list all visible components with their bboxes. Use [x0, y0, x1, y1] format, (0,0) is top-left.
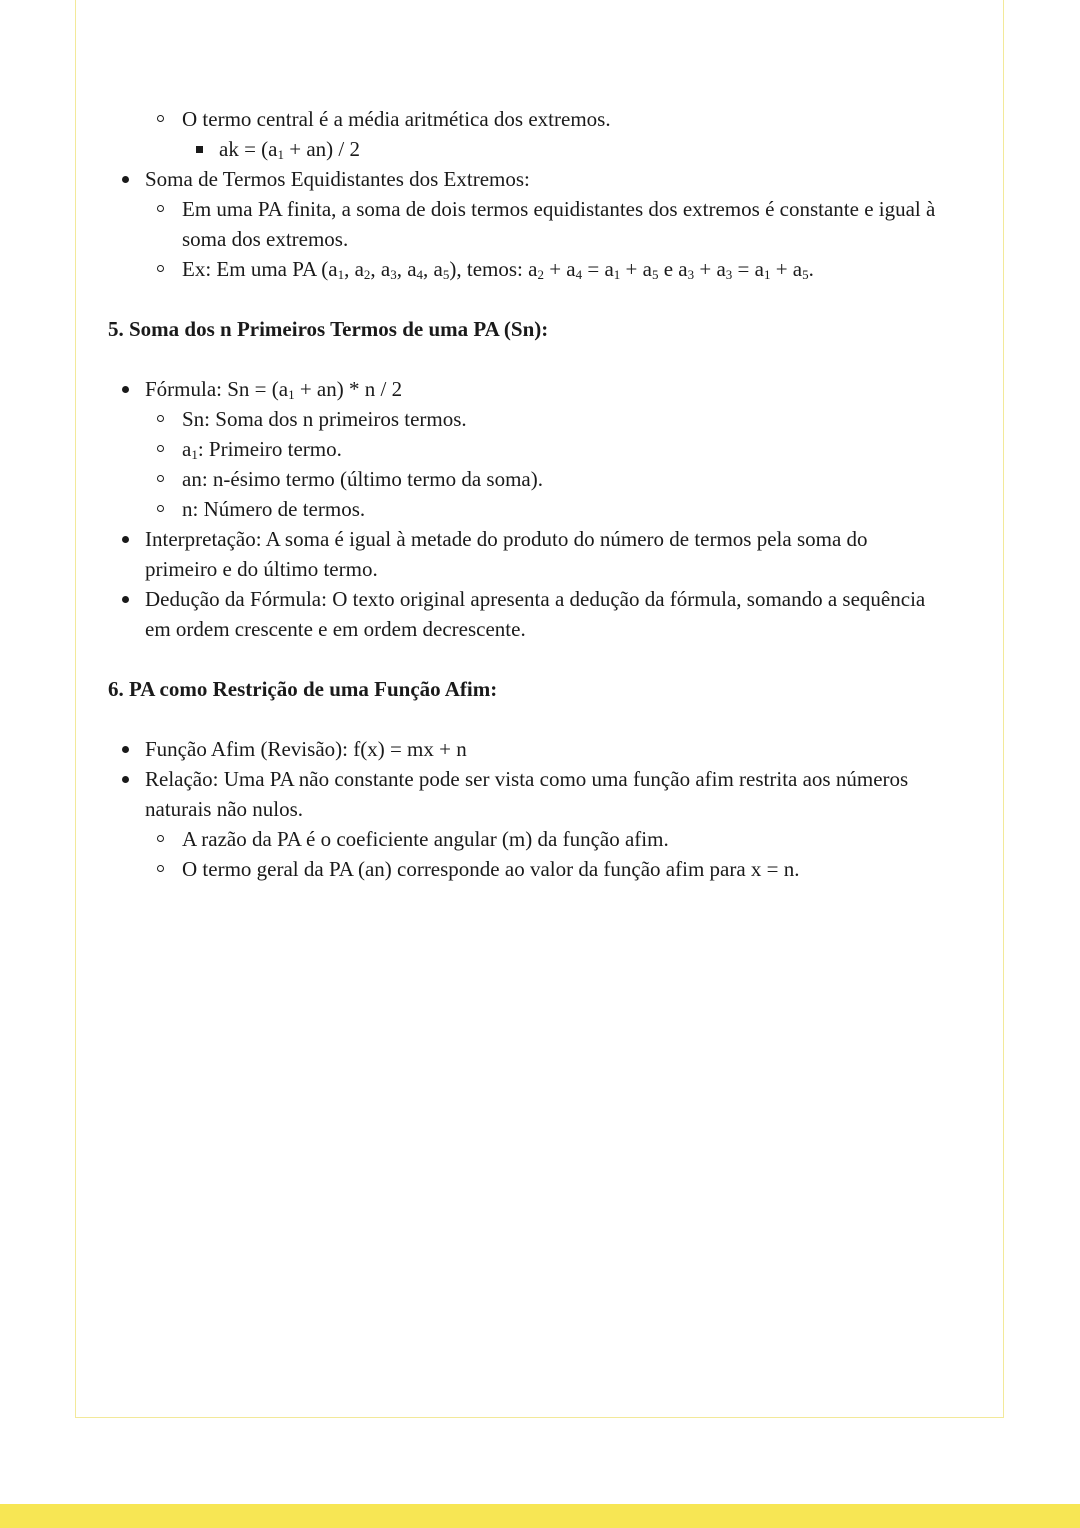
list-item-equidistant: [0, 164, 1080, 194]
example-part: , a: [396, 257, 417, 281]
subscript: 3: [390, 267, 397, 282]
list-item-deduction: [0, 584, 1080, 644]
subscript: 5: [802, 267, 809, 282]
example-part: + a: [694, 257, 726, 281]
subscript: 4: [575, 267, 583, 282]
subscript: 2: [363, 267, 371, 282]
subscript: 1: [613, 267, 621, 282]
list-item-interpretation: [0, 524, 1080, 584]
formula-part: + an) / 2: [283, 137, 360, 161]
n-desc: n: Número de termos.: [182, 497, 366, 521]
list-item-ratio: [0, 824, 1080, 854]
list-item-an: [0, 464, 1080, 494]
subscript: 1: [337, 267, 345, 282]
example-part: + a: [620, 257, 652, 281]
example-part: Ex: Em uma PA (a: [182, 257, 338, 281]
example-part: + a: [543, 257, 576, 281]
a1-part: : Primeiro termo.: [197, 437, 342, 461]
a1-part: a: [182, 437, 192, 461]
section-5-list: [0, 374, 1080, 644]
example-part: , a: [423, 257, 443, 281]
section-6-list: [0, 734, 1080, 884]
subscript: 2: [537, 267, 544, 282]
section-5-heading: 5. Soma dos n Primeiros Termos de uma PA (Sn):: [108, 317, 549, 341]
an-desc: an: n-ésimo termo (último termo da soma).: [182, 467, 543, 491]
example-part: = a: [732, 257, 764, 281]
list-item-equidistant-desc: [0, 194, 1080, 254]
subscript: 5: [442, 267, 450, 282]
subscript: 1: [763, 267, 771, 282]
list-item-general-term: [0, 854, 1080, 884]
continued-list: [0, 104, 1080, 284]
list-item-relation: [0, 764, 1080, 824]
interpretation-text: Interpretação: A soma é igual à metade do produto do número de termos pela soma do primeiro e do último termo.: [145, 527, 868, 581]
list-item-review: [0, 734, 1080, 764]
list-item-n: [0, 494, 1080, 524]
example-part: .: [808, 257, 814, 281]
subscript: 3: [725, 267, 733, 282]
list-item-example: [0, 254, 1080, 284]
example-part: + a: [770, 257, 803, 281]
equidistant-desc: Em uma PA finita, a soma de dois termos equidistantes dos extremos é constante e igual à soma dos extremos.: [182, 197, 936, 251]
subscript: 3: [687, 267, 695, 282]
formula-part: ak = (a: [219, 137, 278, 161]
subscript: 1: [288, 387, 295, 402]
example-part: , a: [370, 257, 391, 281]
general-term-text: O termo geral da PA (an) corresponde ao valor da função afim para x = n.: [182, 857, 800, 881]
example-part: e a: [658, 257, 688, 281]
section-6-heading: 6. PA como Restrição de uma Função Afim:: [108, 677, 498, 701]
list-item-a1: [0, 434, 1080, 464]
subscript: 5: [651, 267, 659, 282]
ratio-text: A razão da PA é o coeficiente angular (m) da função afim.: [182, 827, 669, 851]
central-term-text: O termo central é a média aritmética dos extremos.: [182, 107, 611, 131]
formula-part: Fórmula: Sn = (a: [145, 377, 289, 401]
sn-desc: Sn: Soma dos n primeiros termos.: [182, 407, 467, 431]
example-part: , a: [344, 257, 364, 281]
review-text: Função Afim (Revisão): f(x) = mx + n: [145, 737, 467, 761]
relation-text: Relação: Uma PA não constante pode ser vista como uma função afim restrita aos números naturais não nulos.: [145, 767, 909, 821]
formula-part: + an) * n / 2: [294, 377, 403, 401]
list-item-central-term: [0, 104, 1080, 134]
deduction-text: Dedução da Fórmula: O texto original apresenta a dedução da fórmula, somando a sequência em ordem crescente e em ordem decrescente.: [145, 587, 926, 641]
subscript: 4: [416, 267, 424, 282]
list-item-central-formula: [0, 134, 1080, 164]
bottom-accent-bar: [0, 1504, 1080, 1528]
subscript: 1: [191, 447, 198, 462]
example-part: ), temos: a: [449, 257, 538, 281]
example-part: = a: [582, 257, 614, 281]
equidistant-title: Soma de Termos Equidistantes dos Extremos:: [145, 167, 530, 191]
list-item-formula: [0, 374, 1080, 404]
document-body: [0, 104, 1080, 884]
subscript: 1: [277, 147, 284, 162]
list-item-sn: [0, 404, 1080, 434]
